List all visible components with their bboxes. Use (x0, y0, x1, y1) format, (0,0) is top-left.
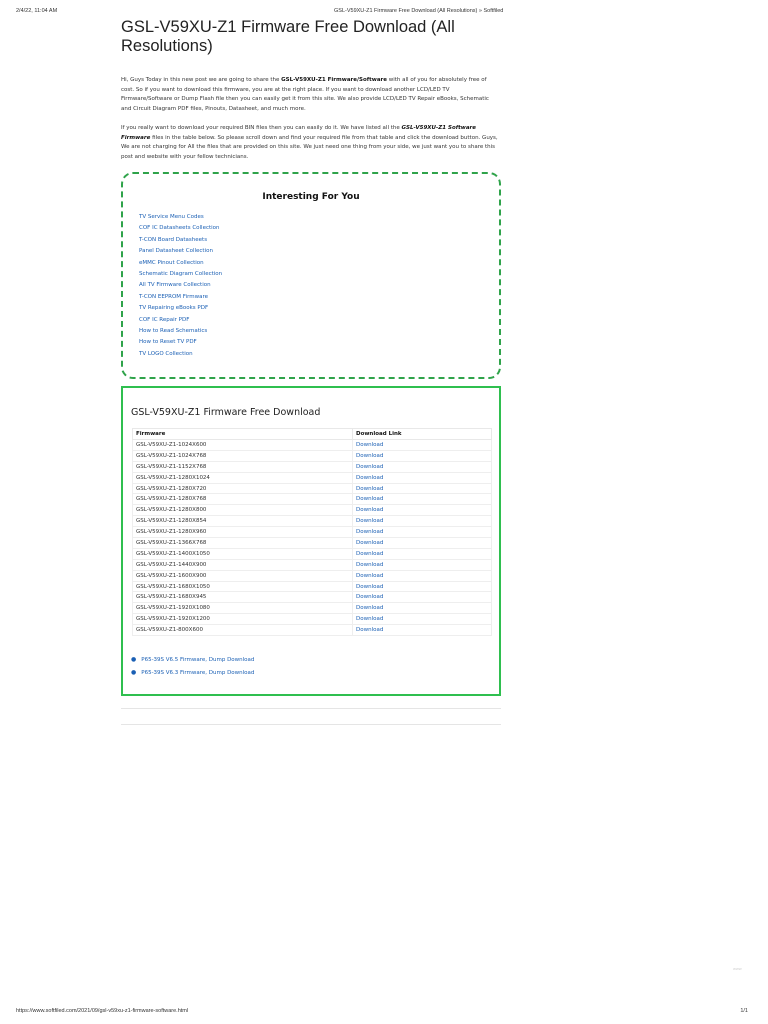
firmware-name: GSL-V59XU-Z1-1024X768 (133, 450, 353, 461)
firmware-name: GSL-V59XU-Z1-1600X900 (133, 570, 353, 581)
download-link[interactable]: Download (353, 494, 492, 505)
interesting-link[interactable]: COF IC Repair PDF (139, 316, 190, 323)
firmware-name: GSL-V59XU-Z1-1400X1050 (133, 548, 353, 559)
table-row (133, 483, 492, 494)
related-post-link[interactable]: P65-39S V6.5 Firmware, Dump Download (141, 657, 255, 663)
table-row (133, 505, 492, 516)
table-row (133, 472, 492, 483)
related-posts (131, 654, 254, 679)
firmware-name: GSL-V59XU-Z1-1280X854 (133, 516, 353, 527)
bullet-icon: ● (131, 668, 137, 676)
download-link[interactable]: Download (353, 625, 492, 636)
download-link[interactable]: Download (353, 440, 492, 451)
intro-text-1: Hi, Guys Today in this new post we are going to share the (121, 77, 282, 83)
download-link[interactable]: Download (353, 548, 492, 559)
print-page-title: GSL-V59XU-Z1 Firmware Free Download (All Resolutions) » Softfiled (334, 8, 504, 14)
download-text-1: If you really want to download your required BIN files then you can easily do it. We have listed all the (121, 125, 402, 131)
download-link[interactable]: Download (353, 538, 492, 549)
interesting-link[interactable]: COF IC Datasheets Collection (139, 225, 220, 232)
firmware-name: GSL-V59XU-Z1-1920X1080 (133, 603, 353, 614)
divider (121, 708, 501, 709)
table-row (133, 570, 492, 581)
firmware-name: GSL-V59XU-Z1-1024X600 (133, 440, 353, 451)
table-row (133, 461, 492, 472)
table-row (133, 603, 492, 614)
firmware-name: GSL-V59XU-Z1-1280X720 (133, 483, 353, 494)
firmware-name: GSL-V59XU-Z1-1280X960 (133, 527, 353, 538)
intro-bold: GSL-V59XU-Z1 Firmware/Software (281, 77, 387, 83)
firmware-name: GSL-V59XU-Z1-1680X945 (133, 592, 353, 603)
download-link[interactable]: Download (353, 472, 492, 483)
download-link[interactable]: Download (353, 527, 492, 538)
download-link[interactable]: Download (353, 483, 492, 494)
related-post-item[interactable] (131, 667, 254, 680)
interesting-link[interactable]: TV Service Menu Codes (139, 214, 204, 220)
download-link[interactable]: Download (353, 505, 492, 516)
interesting-link[interactable]: T-CON EEPROM Firmware (139, 293, 208, 300)
firmware-name: GSL-V59XU-Z1-800X600 (133, 625, 353, 636)
download-link[interactable]: Download (353, 581, 492, 592)
interesting-link[interactable]: How to Reset TV PDF (139, 339, 197, 346)
download-link[interactable]: Download (353, 516, 492, 527)
firmware-name: GSL-V59XU-Z1-1152X768 (133, 461, 353, 472)
firmware-box (121, 386, 501, 696)
firmware-name: GSL-V59XU-Z1-1280X768 (133, 494, 353, 505)
bullet-icon: ● (131, 656, 137, 663)
firmware-name: GSL-V59XU-Z1-1366X768 (133, 538, 353, 549)
interesting-link[interactable]: TV LOGO Collection (139, 350, 193, 357)
watermark: www (733, 966, 742, 971)
interesting-link[interactable]: eMMC Pinout Collection (139, 259, 204, 266)
interesting-links (139, 212, 222, 360)
download-link[interactable]: Download (353, 592, 492, 603)
related-post-link[interactable]: P65-39S V6.3 Firmware, Dump Download (141, 669, 255, 676)
article (121, 18, 501, 676)
download-link[interactable]: Download (353, 559, 492, 570)
interesting-link[interactable]: T-CON Board Datasheets (139, 236, 208, 243)
firmware-name: GSL-V59XU-Z1-1280X1024 (133, 472, 353, 483)
download-link[interactable]: Download (353, 450, 492, 461)
download-paragraph (121, 124, 501, 162)
interesting-link[interactable]: Panel Datasheet Collection (139, 248, 213, 255)
download-link[interactable]: Download (353, 461, 492, 472)
download-link[interactable]: Download (353, 603, 492, 614)
print-datetime: 2/4/22, 11:04 AM (16, 8, 58, 14)
firmware-name: GSL-V59XU-Z1-1440X900 (133, 559, 353, 570)
col-download-header: Download Link (353, 429, 492, 440)
table-row (133, 516, 492, 527)
related-post-item[interactable] (131, 654, 254, 667)
table-row (133, 440, 492, 451)
table-row (133, 592, 492, 603)
col-firmware-header: Firmware (133, 429, 353, 440)
firmware-title: GSL-V59XU-Z1 Firmware Free Download (131, 407, 321, 418)
article-title: GSL-V59XU-Z1 Firmware Free Download (All Resolutions) (121, 18, 455, 55)
print-header (0, 8, 768, 18)
firmware-name: GSL-V59XU-Z1-1680X1050 (133, 581, 353, 592)
table-row (133, 538, 492, 549)
interesting-link[interactable]: All TV Firmware Collection (139, 282, 211, 289)
print-page-number: 1/1 (740, 1008, 748, 1014)
download-link[interactable]: Download (353, 614, 492, 625)
interesting-link[interactable]: How to Read Schematics (139, 328, 208, 335)
table-row (133, 548, 492, 559)
interesting-link[interactable]: TV Repairing eBooks PDF (139, 305, 209, 312)
interesting-title: Interesting For You (262, 192, 360, 202)
intro-paragraph (121, 76, 501, 114)
print-footer (0, 1008, 768, 1018)
table-row (133, 494, 492, 505)
interesting-box (121, 172, 501, 379)
table-row (133, 450, 492, 461)
download-bold: GSL-V59XU-Z1 Software Firmware (121, 125, 476, 141)
print-url: https://www.softfiled.com/2021/09/gsl-v59xu-z1-firmware-software.html (16, 1008, 189, 1014)
table-row (133, 614, 492, 625)
interesting-link[interactable]: Schematic Diagram Collection (139, 271, 223, 278)
intro-text-2: with all of you for absolutely free of cost. So if you want to download this firmware, you are at the right place. If you want to download another LCD/LED TV Firmware/Software or Dump Flash file then you can easily get it from this site. We also provide LCD/LED TV Repair eBooks, Schematic and Circuit Diagram PDF files, Pinouts, Datasheet, and much more. (121, 77, 489, 112)
firmware-table (132, 428, 492, 636)
download-text-2: files in the table below. So please scroll down and find your required file from that table and click the download button. Guys, We are not charging for All the files that are provided on this site. We just need one thing from your side, we just want you to share this post and website with your fellow technicians. (121, 134, 498, 160)
download-link[interactable]: Download (353, 570, 492, 581)
firmware-name: GSL-V59XU-Z1-1280X800 (133, 505, 353, 516)
table-row (133, 625, 492, 636)
table-header-row (133, 429, 492, 440)
table-row (133, 581, 492, 592)
table-row (133, 527, 492, 538)
firmware-name: GSL-V59XU-Z1-1920X1200 (133, 614, 353, 625)
table-row (133, 559, 492, 570)
divider (121, 724, 501, 725)
